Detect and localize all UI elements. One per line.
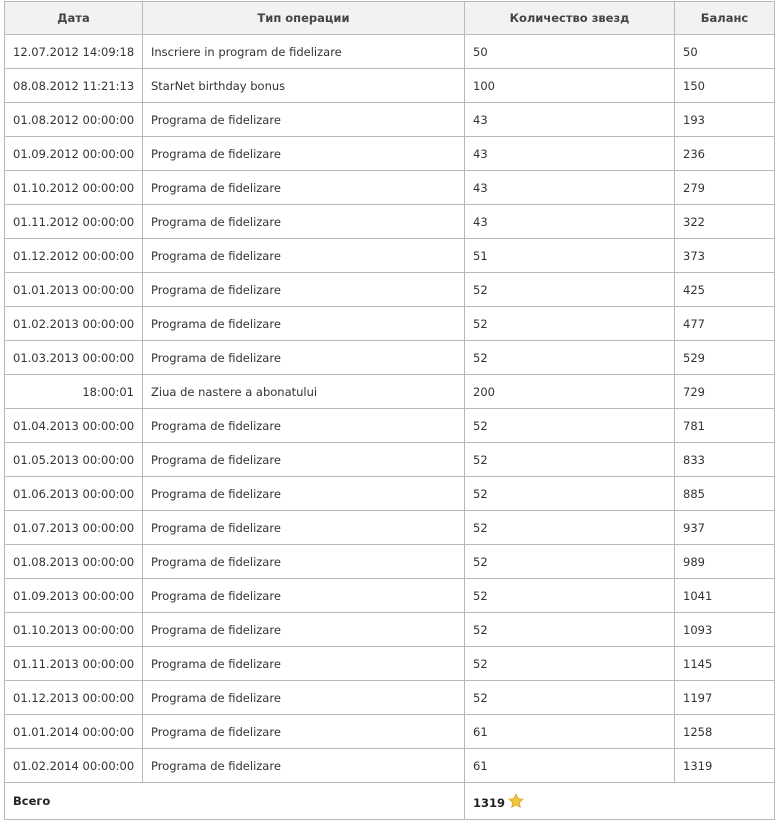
table-row xyxy=(5,307,775,341)
table-row xyxy=(5,69,775,103)
cell-operation: Programa de fidelizare xyxy=(143,307,465,341)
cell-date: 01.01.2013 00:00:00 xyxy=(5,273,143,307)
cell-stars: 50 xyxy=(465,35,675,69)
cell-date: 01.09.2012 00:00:00 xyxy=(5,137,143,171)
table-row xyxy=(5,137,775,171)
cell-stars: 200 xyxy=(465,375,675,409)
cell-date: 01.12.2012 00:00:00 xyxy=(5,239,143,273)
cell-operation: Programa de fidelizare xyxy=(143,579,465,613)
cell-date: 01.02.2013 00:00:00 xyxy=(5,307,143,341)
cell-stars: 43 xyxy=(465,171,675,205)
total-value: 1319 xyxy=(473,795,506,810)
cell-operation: StarNet birthday bonus xyxy=(143,69,465,103)
cell-stars: 43 xyxy=(465,137,675,171)
cell-balance: 279 xyxy=(675,171,775,205)
cell-operation: Programa de fidelizare xyxy=(143,647,465,681)
cell-operation: Programa de fidelizare xyxy=(143,613,465,647)
stars-history-table xyxy=(4,1,775,820)
cell-date: 08.08.2012 11:21:13 xyxy=(5,69,143,103)
cell-stars: 52 xyxy=(465,511,675,545)
cell-stars: 52 xyxy=(465,545,675,579)
cell-balance: 236 xyxy=(675,137,775,171)
cell-operation: Programa de fidelizare xyxy=(143,715,465,749)
cell-balance: 729 xyxy=(675,375,775,409)
cell-balance: 989 xyxy=(675,545,775,579)
cell-date: 01.08.2012 00:00:00 xyxy=(5,103,143,137)
cell-stars: 100 xyxy=(465,69,675,103)
table-row xyxy=(5,749,775,783)
cell-balance: 425 xyxy=(675,273,775,307)
cell-operation: Programa de fidelizare xyxy=(143,545,465,579)
cell-date: 01.10.2012 00:00:00 xyxy=(5,171,143,205)
table-row xyxy=(5,273,775,307)
header-balance: Баланс xyxy=(675,2,775,35)
cell-balance: 50 xyxy=(675,35,775,69)
cell-operation: Programa de fidelizare xyxy=(143,749,465,783)
cell-date: 01.03.2013 00:00:00 xyxy=(5,341,143,375)
cell-operation: Programa de fidelizare xyxy=(143,477,465,511)
cell-balance: 781 xyxy=(675,409,775,443)
cell-stars: 52 xyxy=(465,613,675,647)
cell-operation: Programa de fidelizare xyxy=(143,205,465,239)
star-icon xyxy=(508,793,524,809)
cell-stars: 61 xyxy=(465,715,675,749)
cell-balance: 885 xyxy=(675,477,775,511)
cell-balance: 1145 xyxy=(675,647,775,681)
cell-stars: 52 xyxy=(465,273,675,307)
cell-balance: 150 xyxy=(675,69,775,103)
cell-balance: 529 xyxy=(675,341,775,375)
table-row xyxy=(5,205,775,239)
stars-history xyxy=(4,1,774,820)
cell-date: 01.01.2014 00:00:00 xyxy=(5,715,143,749)
table-row xyxy=(5,35,775,69)
cell-date: 18:00:01 xyxy=(5,375,143,409)
cell-balance: 373 xyxy=(675,239,775,273)
cell-operation: Inscriere in program de fidelizare xyxy=(143,35,465,69)
table-row xyxy=(5,681,775,715)
table-row xyxy=(5,443,775,477)
cell-balance: 1197 xyxy=(675,681,775,715)
cell-balance: 1258 xyxy=(675,715,775,749)
cell-date: 01.11.2013 00:00:00 xyxy=(5,647,143,681)
cell-balance: 937 xyxy=(675,511,775,545)
cell-date: 01.09.2013 00:00:00 xyxy=(5,579,143,613)
cell-date: 01.02.2014 00:00:00 xyxy=(5,749,143,783)
cell-operation: Ziua de nastere a abonatului xyxy=(143,375,465,409)
table-row xyxy=(5,511,775,545)
cell-stars: 43 xyxy=(465,205,675,239)
table-row xyxy=(5,375,775,409)
cell-balance: 833 xyxy=(675,443,775,477)
cell-balance: 477 xyxy=(675,307,775,341)
cell-date: 01.11.2012 00:00:00 xyxy=(5,205,143,239)
cell-date: 01.04.2013 00:00:00 xyxy=(5,409,143,443)
cell-balance: 1319 xyxy=(675,749,775,783)
cell-stars: 51 xyxy=(465,239,675,273)
table-row xyxy=(5,171,775,205)
cell-operation: Programa de fidelizare xyxy=(143,409,465,443)
table-body xyxy=(5,35,775,783)
cell-operation: Programa de fidelizare xyxy=(143,137,465,171)
total-cell xyxy=(465,783,775,820)
cell-stars: 52 xyxy=(465,341,675,375)
cell-balance: 322 xyxy=(675,205,775,239)
table-row xyxy=(5,239,775,273)
cell-operation: Programa de fidelizare xyxy=(143,103,465,137)
cell-date: 01.07.2013 00:00:00 xyxy=(5,511,143,545)
cell-stars: 52 xyxy=(465,579,675,613)
cell-operation: Programa de fidelizare xyxy=(143,273,465,307)
cell-balance: 1093 xyxy=(675,613,775,647)
cell-date: 01.08.2013 00:00:00 xyxy=(5,545,143,579)
table-row xyxy=(5,545,775,579)
table-total-row xyxy=(5,783,775,820)
cell-operation: Programa de fidelizare xyxy=(143,239,465,273)
table-row xyxy=(5,341,775,375)
cell-stars: 52 xyxy=(465,307,675,341)
cell-date: 01.05.2013 00:00:00 xyxy=(5,443,143,477)
table-row xyxy=(5,579,775,613)
cell-stars: 52 xyxy=(465,681,675,715)
cell-operation: Programa de fidelizare xyxy=(143,681,465,715)
cell-balance: 193 xyxy=(675,103,775,137)
table-row xyxy=(5,409,775,443)
cell-operation: Programa de fidelizare xyxy=(143,511,465,545)
cell-stars: 52 xyxy=(465,443,675,477)
cell-date: 01.06.2013 00:00:00 xyxy=(5,477,143,511)
cell-stars: 61 xyxy=(465,749,675,783)
cell-stars: 52 xyxy=(465,477,675,511)
cell-operation: Programa de fidelizare xyxy=(143,171,465,205)
cell-date: 01.12.2013 00:00:00 xyxy=(5,681,143,715)
table-row xyxy=(5,715,775,749)
cell-stars: 52 xyxy=(465,647,675,681)
table-row xyxy=(5,477,775,511)
table-row xyxy=(5,613,775,647)
header-operation-type: Тип операции xyxy=(143,2,465,35)
cell-stars: 43 xyxy=(465,103,675,137)
cell-balance: 1041 xyxy=(675,579,775,613)
total-label: Всего xyxy=(5,783,465,820)
cell-stars: 52 xyxy=(465,409,675,443)
table-header-row xyxy=(5,2,775,35)
cell-operation: Programa de fidelizare xyxy=(143,341,465,375)
header-stars-count: Количество звезд xyxy=(465,2,675,35)
cell-operation: Programa de fidelizare xyxy=(143,443,465,477)
cell-date: 12.07.2012 14:09:18 xyxy=(5,35,143,69)
table-row xyxy=(5,647,775,681)
table-row xyxy=(5,103,775,137)
header-date: Дата xyxy=(5,2,143,35)
cell-date: 01.10.2013 00:00:00 xyxy=(5,613,143,647)
